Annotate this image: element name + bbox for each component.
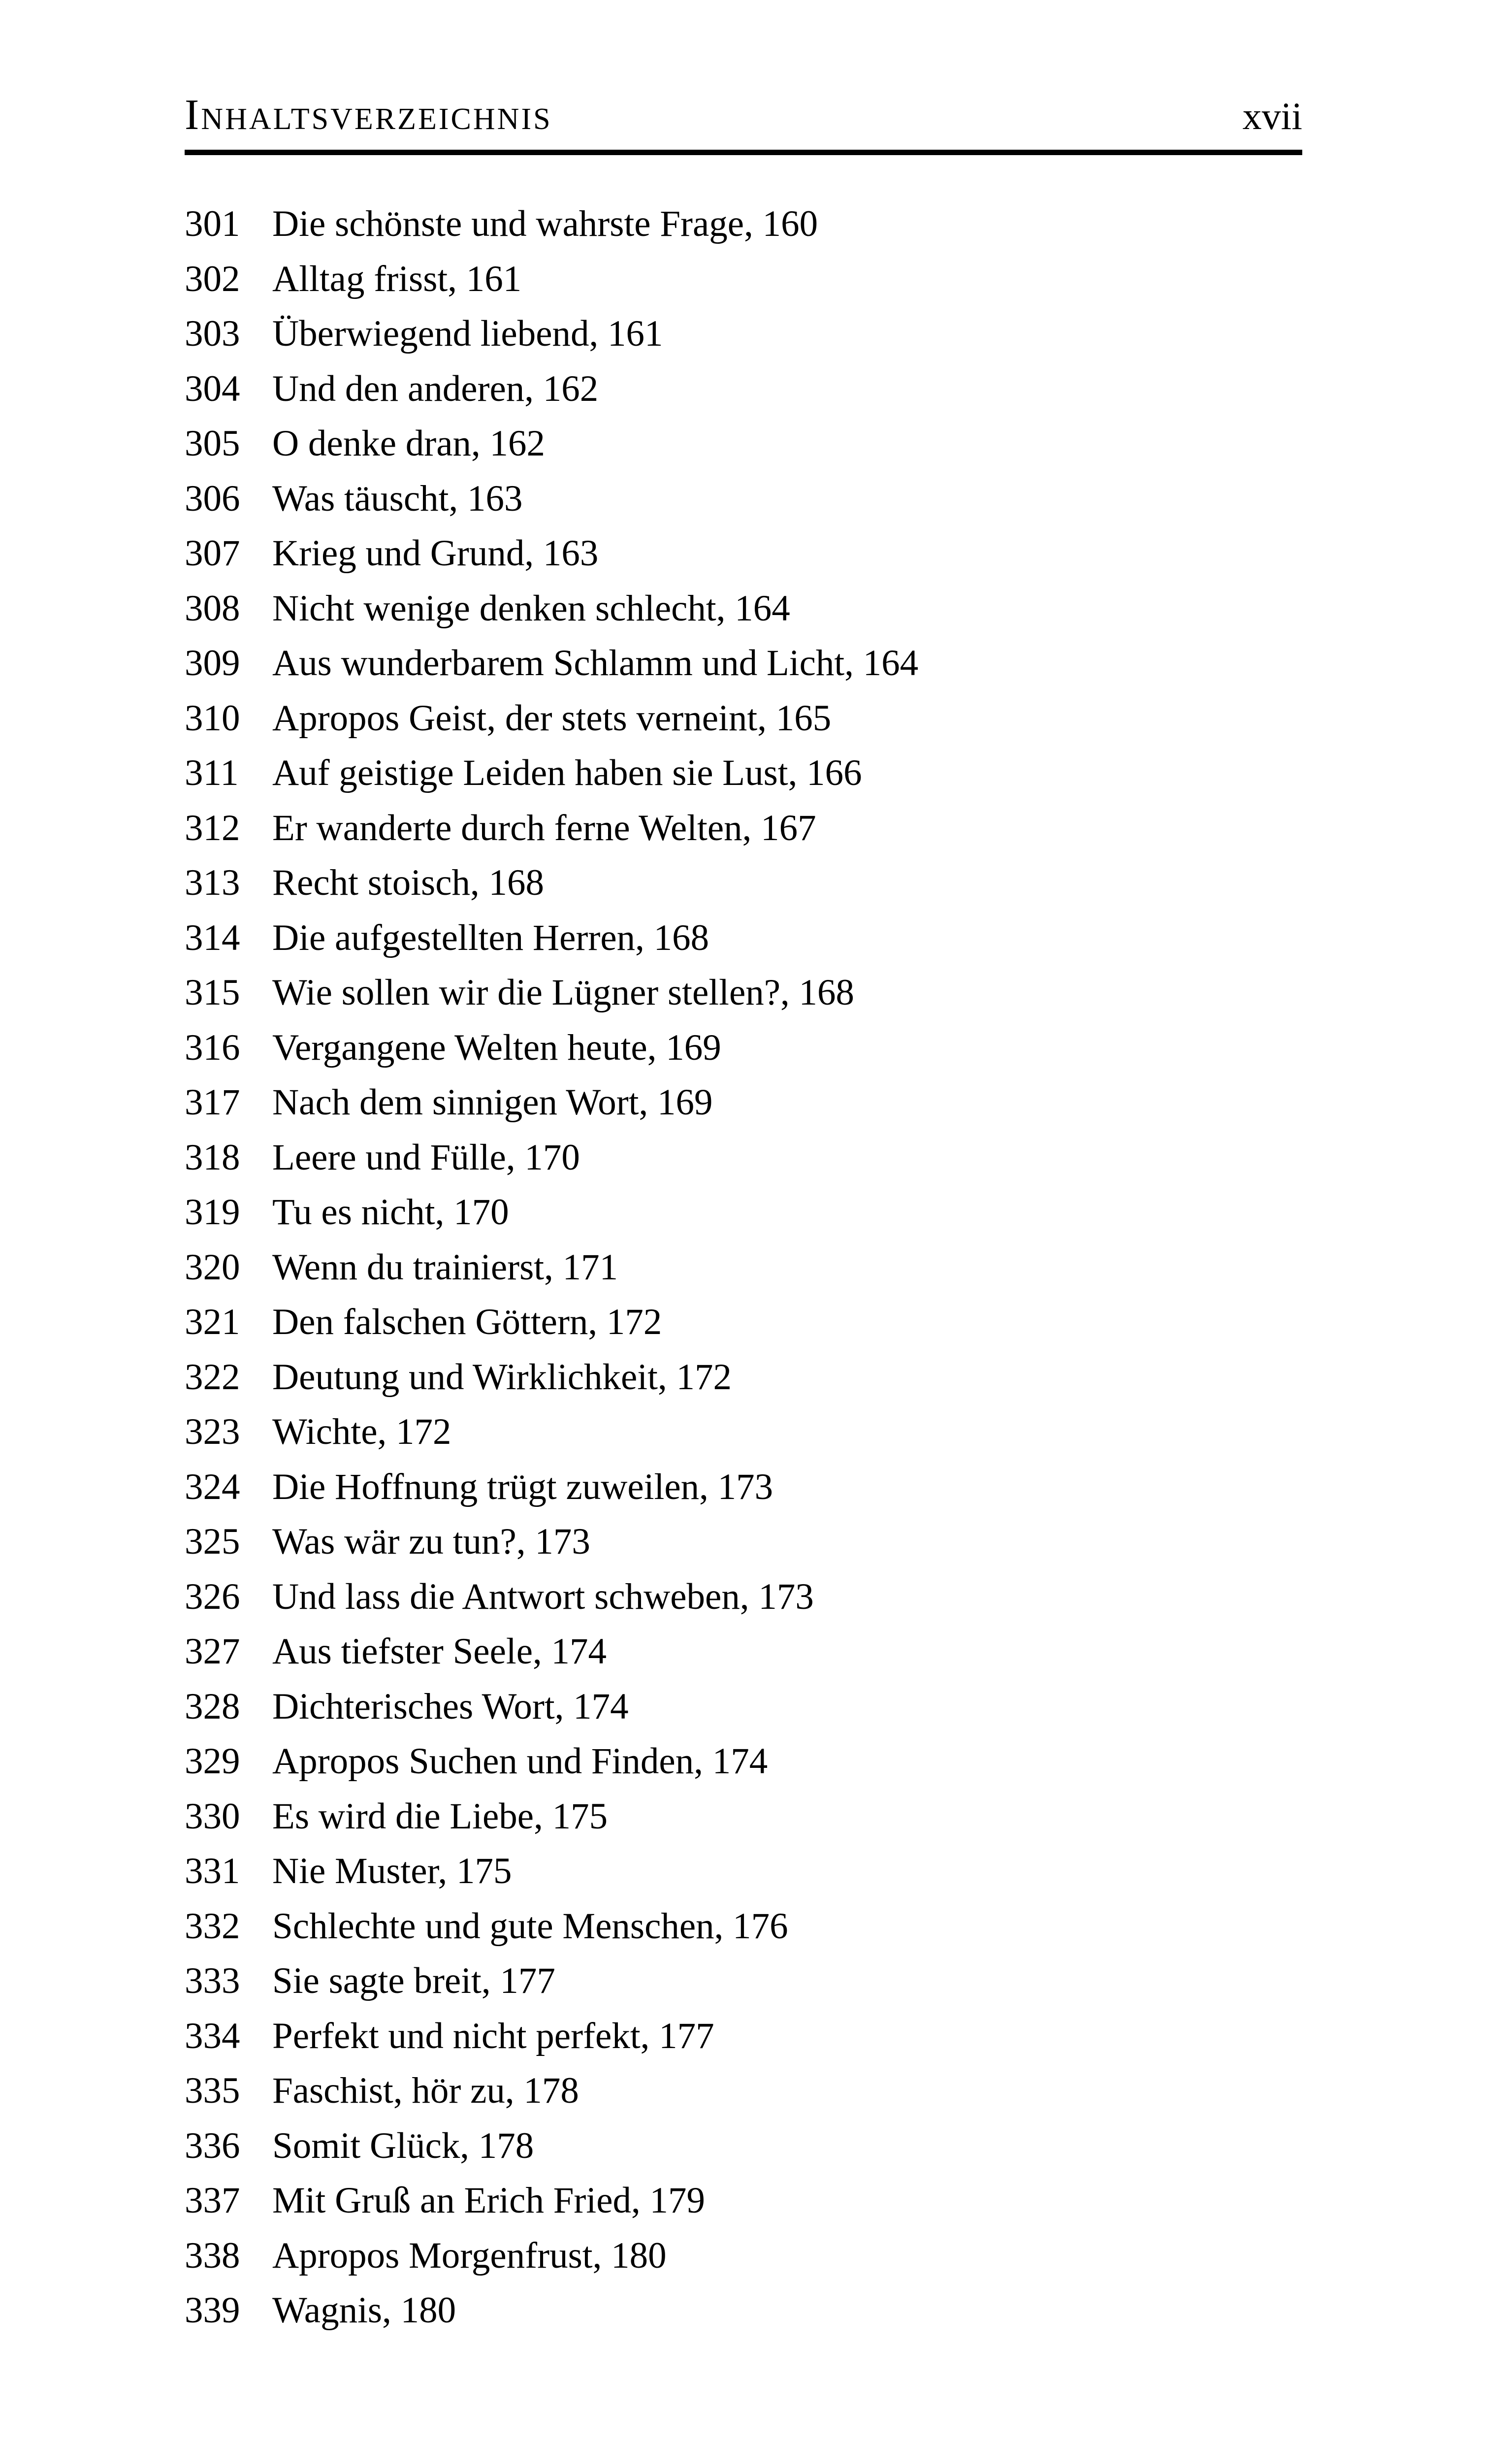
toc-entry [185,1624,1302,1679]
toc-entry-title: Dichterisches Wort, 174 [272,1686,629,1727]
toc-entry [185,361,1302,417]
toc-entry-number: 301 [185,203,240,244]
toc-entry [185,1295,1302,1350]
toc-entry [185,1899,1302,1954]
toc-entry-number: 312 [185,807,240,848]
toc-entry-number: 319 [185,1192,240,1233]
toc-entry-title: Faschist, hör zu, 178 [272,2070,579,2111]
toc-entry [185,471,1302,526]
header-rule [185,150,1302,155]
toc-entry-title: Die schönste und wahrste Frage, 160 [272,203,818,244]
toc-entry-title: Leere und Fülle, 170 [272,1137,580,1178]
toc-entry-title: Nie Muster, 175 [272,1851,512,1891]
toc-entry [185,1954,1302,2009]
toc-entry-title: Nach dem sinnigen Wort, 169 [272,1082,713,1123]
toc-entry-title: Schlechte und gute Menschen, 176 [272,1905,788,1947]
toc-entry-title: Apropos Suchen und Finden, 174 [272,1741,768,1782]
page-number: xvii [1242,95,1302,137]
toc-entry-title: Aus tiefster Seele, 174 [272,1631,607,1672]
toc-entry-number: 332 [185,1905,240,1947]
toc-entry-number: 329 [185,1741,240,1782]
toc-entry [185,1679,1302,1734]
toc-entry-number: 317 [185,1082,240,1123]
toc-entry-number: 326 [185,1576,240,1617]
toc-entry [185,2173,1302,2228]
toc-entry-number: 328 [185,1686,240,1727]
toc-entry-number: 321 [185,1302,240,1342]
toc-entry [185,746,1302,801]
toc-entry-title: Apropos Morgenfrust, 180 [272,2235,667,2276]
toc-entry-title: Und den anderen, 162 [272,368,599,409]
toc-entry-title: Vergangene Welten heute, 169 [272,1027,721,1068]
toc-entry [185,2009,1302,2064]
toc-entry-title: Apropos Geist, der stets verneint, 165 [272,697,832,739]
toc-entry-title: Aus wunderbarem Schlamm und Licht, 164 [272,643,919,684]
toc-entry-number: 333 [185,1960,240,2001]
running-title: Inhaltsverzeichnis [185,91,552,139]
toc-entry-number: 310 [185,697,240,739]
toc-entry-number: 323 [185,1411,240,1452]
toc-entry-title: Recht stoisch, 168 [272,862,545,903]
toc-entry-title: Mit Gruß an Erich Fried, 179 [272,2180,706,2221]
toc-entry [185,801,1302,856]
toc-entry-title: Und lass die Antwort schweben, 173 [272,1576,814,1617]
toc-entry-number: 304 [185,368,240,409]
toc-entry-title: Sie sagte breit, 177 [272,1960,555,2001]
toc-entry [185,691,1302,746]
toc-entry [185,2118,1302,2174]
toc-entry-title: Überwiegend liebend, 161 [272,313,663,354]
toc-entry-title: Wichte, 172 [272,1411,451,1452]
toc-entry-title: Die Hoffnung trügt zuweilen, 173 [272,1466,773,1507]
toc-entry-number: 316 [185,1027,240,1068]
toc-entry-number: 320 [185,1246,240,1288]
toc-entry [185,526,1302,581]
toc-entry [185,1404,1302,1460]
toc-entry [185,911,1302,966]
toc-entry-number: 302 [185,258,240,299]
toc-entry [185,252,1302,307]
toc-entry-number: 322 [185,1356,240,1398]
toc-entry-number: 308 [185,587,240,629]
toc-entry-title: Somit Glück, 178 [272,2125,534,2166]
toc-entry-number: 311 [185,752,239,793]
toc-entry-title: Auf geistige Leiden haben sie Lust, 166 [272,752,862,793]
toc-entry-number: 303 [185,313,240,354]
toc-entry [185,306,1302,361]
toc-entry-title: Alltag frisst, 161 [272,258,522,299]
toc-entry-title: Wie sollen wir die Lügner stellen?, 168 [272,972,855,1013]
toc-entry [185,1734,1302,1789]
toc-entry-title: Den falschen Göttern, 172 [272,1302,662,1342]
toc-entry [185,1569,1302,1625]
toc-entry [185,1185,1302,1240]
toc-entry [185,1075,1302,1130]
toc-entry-number: 306 [185,478,240,519]
toc-entry-number: 335 [185,2070,240,2111]
toc-entry-number: 314 [185,917,240,958]
toc-entry [185,1130,1302,1185]
toc-entry [185,581,1302,636]
toc-entry [185,2283,1302,2338]
toc-entry [185,1350,1302,1405]
toc-entry [185,2063,1302,2118]
toc-entry-number: 313 [185,862,240,903]
toc-entry-title: O denke dran, 162 [272,423,546,464]
page-header [185,91,1302,139]
toc-entry-title: Die aufgestellten Herren, 168 [272,917,709,958]
toc-entry-number: 334 [185,2015,240,2056]
toc-entry-title: Tu es nicht, 170 [272,1192,509,1233]
toc-entry-number: 318 [185,1137,240,1178]
toc-list [185,196,1302,2338]
toc-entry-number: 330 [185,1795,240,1837]
toc-entry [185,855,1302,911]
toc-entry [185,2228,1302,2283]
toc-entry [185,416,1302,471]
text-block [185,91,1302,2338]
toc-entry-title: Perfekt und nicht perfekt, 177 [272,2015,714,2056]
toc-entry-number: 337 [185,2180,240,2221]
toc-entry-title: Es wird die Liebe, 175 [272,1795,608,1837]
toc-entry-title: Deutung und Wirklichkeit, 172 [272,1356,732,1398]
toc-entry-number: 325 [185,1521,240,1562]
toc-entry-title: Krieg und Grund, 163 [272,533,599,574]
toc-entry [185,1844,1302,1899]
toc-entry-number: 327 [185,1631,240,1672]
toc-entry-title: Er wanderte durch ferne Welten, 167 [272,807,816,848]
toc-entry [185,1514,1302,1569]
toc-entry-number: 339 [185,2290,240,2331]
toc-entry-title: Was täuscht, 163 [272,478,523,519]
toc-entry-number: 324 [185,1466,240,1507]
toc-entry-number: 305 [185,423,240,464]
toc-entry-number: 338 [185,2235,240,2276]
toc-entry-number: 331 [185,1851,240,1891]
toc-entry [185,965,1302,1020]
toc-entry [185,1240,1302,1295]
toc-entry [185,196,1302,252]
toc-entry-number: 315 [185,972,240,1013]
toc-entry [185,1460,1302,1515]
toc-entry-number: 336 [185,2125,240,2166]
toc-entry-number: 309 [185,643,240,684]
toc-entry-title: Wenn du trainierst, 171 [272,1246,618,1288]
toc-entry-title: Was wär zu tun?, 173 [272,1521,590,1562]
toc-entry-title: Wagnis, 180 [272,2290,456,2331]
toc-entry-title: Nicht wenige denken schlecht, 164 [272,587,790,629]
toc-entry [185,1020,1302,1075]
toc-entry [185,636,1302,691]
toc-entry-number: 307 [185,533,240,574]
toc-entry [185,1789,1302,1844]
